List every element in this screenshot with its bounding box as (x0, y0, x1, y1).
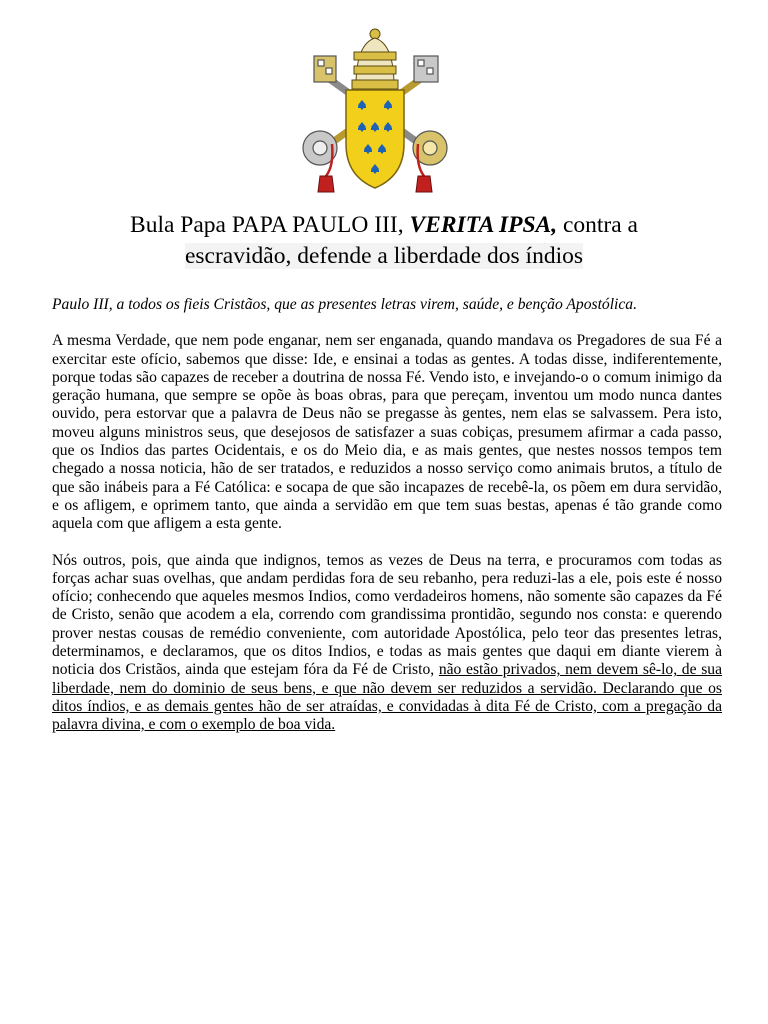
page-title (40, 210, 728, 272)
title-part-1: Bula Papa PAPA PAULO III, (130, 212, 410, 238)
title-emphasis: VERITA IPSA, (409, 212, 558, 238)
title-line-2 (40, 241, 728, 272)
paragraph-2 (52, 552, 722, 735)
title-part-2: contra a (557, 212, 638, 238)
document-body (52, 296, 722, 753)
paragraph-2-underlined: não estão privados, nem devem sê-lo, de sua liberdade, nem do dominio de seus bens, e que não devem ser reduzidos a servidão. Declarando que os ditos índios, e as demais gentes hão de ser atraídas, e convidadas à dita Fé de Cristo, com a pregação da palavra divina, e com o exemplo de boa vida. (52, 661, 723, 734)
salutation: Paulo III, a todos os fieis Cristãos, que as presentes letras virem, saúde, e benção Apostólica. (52, 296, 637, 313)
paragraph-2-text: Nós outros, pois, que ainda que indignos, temos as vezes de Deus na terra, e procuramos com todas as forças achar suas ovelhas, que andam perdidas fora de seu rebanho, pera reduzi-las a ele, pois este é nosso ofício; conhecendo que aqueles mesmos Indios, como verdadeiros homens, não somente são capazes da Fé de Cristo, senão que acodem a ela, correndo com grandissima prontidão, segundo nos consta: e querendo prover nestas cousas de remédio conveniente, com autoridade Apostólica, pelo teor das presentes letras, determinamos, e declaramos, que os ditos Indios, e todas as mais gentes que daqui em diante vierem à noticia dos Cristãos, ainda que estejam fóra da Fé de Cristo, (52, 551, 722, 679)
title-line-2-text: escravidão, defende a liberdade dos índios (184, 243, 584, 269)
papal-coat-of-arms-icon (290, 26, 460, 198)
paragraph-1: A mesma Verdade, que nem pode enganar, nem ser enganada, quando mandava os Pregadores de sua Fé a exercitar este ofício, sabemos que disse: Ide, e ensinai a todas as gentes. A todas disse, indiferentemente, porque todas são capazes de receber a doutrina de nossa Fé. Vendo isto, e invejando-o o comum inimigo da geração humana, que sempre se opõe às boas obras, para que pereçam, inventou um modo nunca dantes ouvido, pera estorvar que a palavra de Deus não se pregasse às gentes, nem elas se salvassem. Pera isto, moveu alguns ministros seus, que desejosos de satisfazer a suas cobiças, presumem afirmar a cada passo, que os Indios das partes Ocidentais, e os do Meio dia, e as mais gentes, que nestes nossos tempos tem chegado a nossa noticia, hão de ser tratados, e reduzidos a nosso serviço como animais brutos, a título de que são inábeis para a Fé Católica: e socapa de que são incapazes de recebê-la, os põem em dura servidão, e os afligem, e oprimem tanto, que ainda a servidão em que tem suas bestas, apenas é tão grande como aquela com que afligem a esta gente. (52, 332, 722, 533)
title-line-1 (40, 210, 728, 241)
